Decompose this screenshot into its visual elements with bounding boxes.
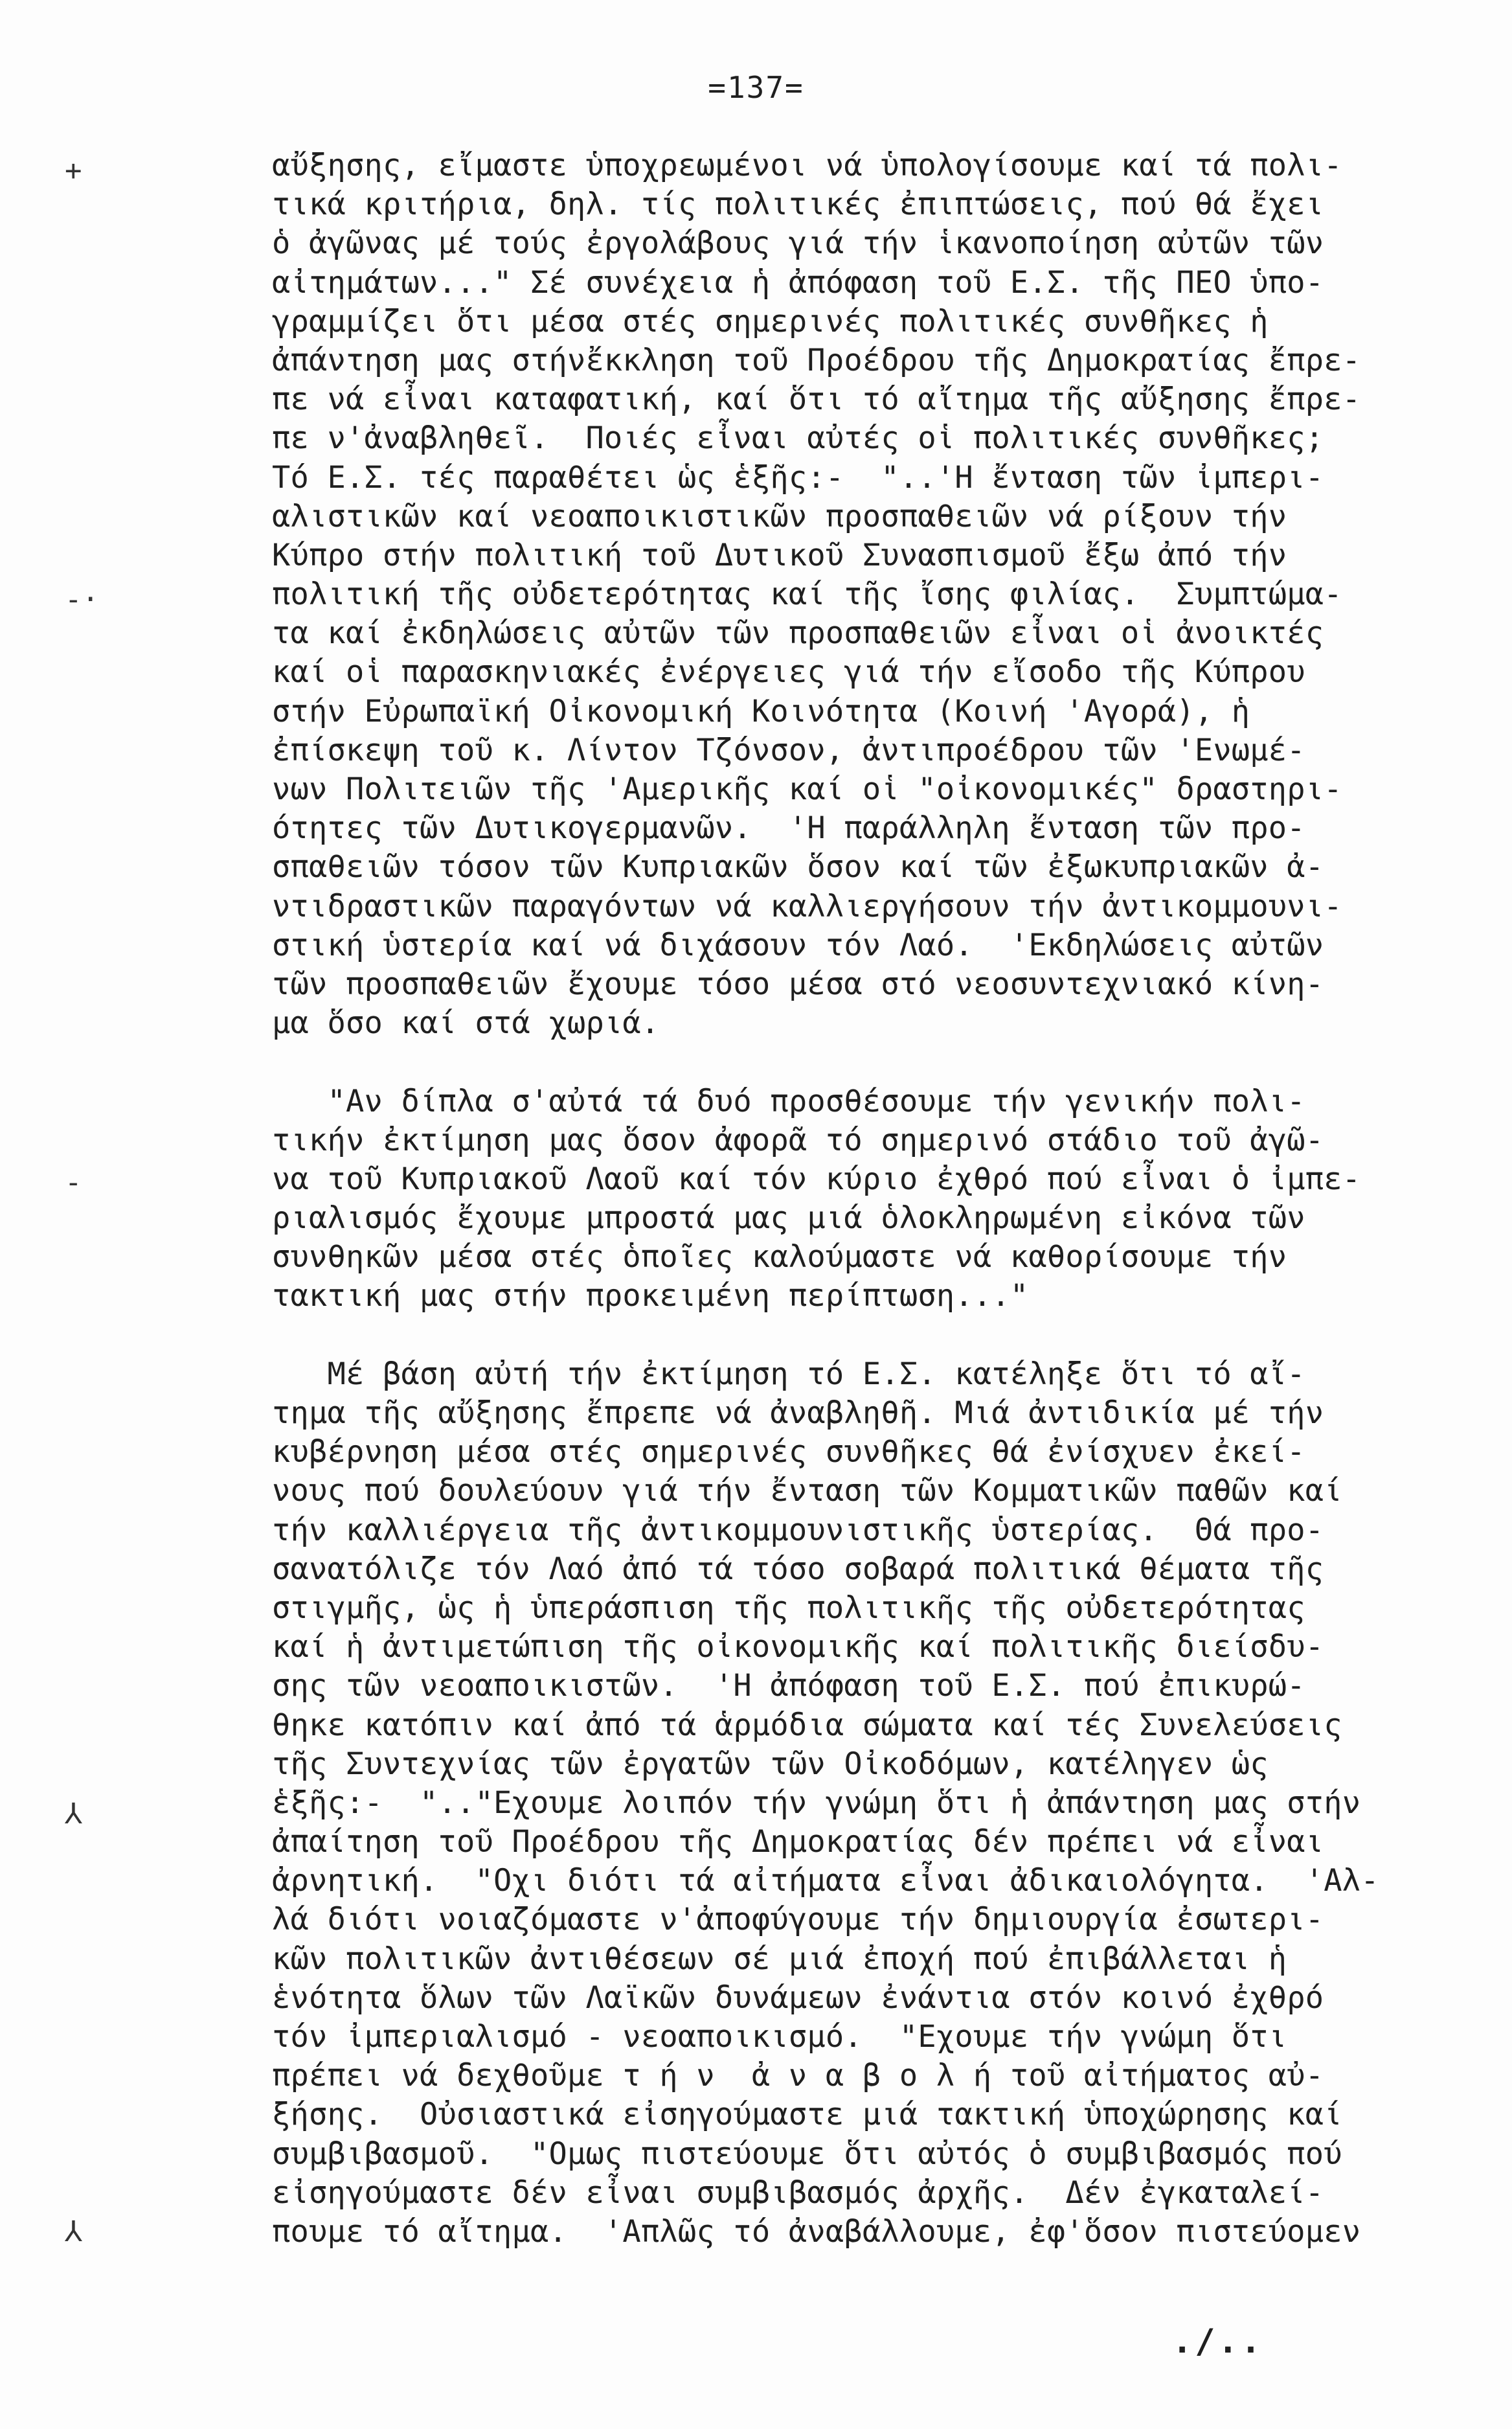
text-line: τημα τῆς αὔξησης ἔπρεπε νά ἀναβληθῆ. Μιά ἀντιδικία μέ τήν bbox=[272, 1395, 1324, 1431]
text-line: ἀπαίτηση τοῦ Προέδρου τῆς Δημοκρατίας δέν πρέπει νά εἶναι bbox=[272, 1824, 1324, 1860]
text-line: στιγμῆς, ὡς ἡ ὑπεράσπιση τῆς πολιτικῆς τῆς οὐδετερότητας bbox=[272, 1590, 1305, 1626]
text-line: σπαθειῶν τόσον τῶν Κυπριακῶν ὅσον καί τῶν ἐξωκυπριακῶν ἀ- bbox=[272, 849, 1324, 885]
paragraph-gap bbox=[272, 1316, 1463, 1355]
continuation-mark: ./.. bbox=[1172, 2322, 1264, 2361]
text-line: πρέπει νά δεχθοῦμε τ ή ν ἀ ν α β ο λ ή τοῦ αἰτήματος αὐ- bbox=[272, 2058, 1324, 2094]
text-line: σης τῶν νεοαποικιστῶν. 'Η ἀπόφαση τοῦ Ε.Σ. πού ἐπικυρώ- bbox=[272, 1668, 1305, 1704]
text-line: Τό Ε.Σ. τές παραθέτει ὡς ἑξῆς:- "..'Η ἔνταση τῶν ἰμπερι- bbox=[272, 459, 1324, 496]
text-line: μα ὅσο καί στά χωριά. bbox=[272, 1005, 660, 1042]
body-text bbox=[272, 146, 1463, 2252]
margin-mark-tick-lower: ⅄ bbox=[65, 2215, 82, 2248]
text-line: τακτική μας στήν προκειμένη περίπτωση..." bbox=[272, 1278, 1029, 1314]
text-line: ἐπίσκεψη τοῦ κ. Λίντον Τζόνσον, ἀντιπροέδρου τῶν 'Ενωμέ- bbox=[272, 732, 1305, 768]
text-line: στική ὑστερία καί νά διχάσουν τόν Λαό. 'Εκδηλώσεις αὐτῶν bbox=[272, 927, 1324, 963]
text-line: τόν ἰμπεριαλισμό - νεοαποικισμό. "Εχουμε τήν γνώμη ὅτι bbox=[272, 2019, 1287, 2055]
text-line: ἀρνητική. "Οχι διότι τά αἰτήματα εἶναι ἀδικαιολόγητα. 'Αλ- bbox=[272, 1863, 1379, 1899]
text-line: εἰσηγούμαστε δέν εἶναι συμβιβασμός ἀρχῆς. Δέν ἐγκαταλεί- bbox=[272, 2174, 1324, 2211]
text-line: ριαλισμός ἔχουμε μπροστά μας μιά ὁλοκληρωμένη εἰκόνα τῶν bbox=[272, 1200, 1305, 1237]
text-line: ἀπάντηση μας στήνἔκκληση τοῦ Προέδρου τῆς Δημοκρατίας ἔπρε- bbox=[272, 342, 1361, 378]
text-line: τα καί ἐκδηλώσεις αὐτῶν τῶν προσπαθειῶν εἶναι οἱ ἀνοικτές bbox=[272, 615, 1324, 652]
text-line: θηκε κατόπιν καί ἀπό τά ἁρμόδια σώματα καί τές Συνελεύσεις bbox=[272, 1707, 1342, 1743]
paragraph-gap bbox=[272, 1043, 1463, 1082]
text-line: πουμε τό αἴτημα. 'Απλῶς τό ἀναβάλλουμε, ἐφ'ὅσον πιστεύομεν bbox=[272, 2213, 1361, 2250]
paragraph-3 bbox=[272, 1355, 1463, 2252]
text-line: πε νά εἶναι καταφατική, καί ὅτι τό αἴτημα τῆς αὔξησης ἔπρε- bbox=[272, 382, 1361, 418]
text-line: γραμμίζει ὅτι μέσα στές σημερινές πολιτικές συνθῆκες ἡ bbox=[272, 303, 1269, 339]
text-line: τῆς Συντεχνίας τῶν ἐργατῶν τῶν Οἰκοδόμων, κατέληγεν ὡς bbox=[272, 1746, 1269, 1782]
margin-mark-tick-upper: ⅄ bbox=[65, 1797, 82, 1830]
text-line: "Αν δίπλα σ'αὐτά τά δυό προσθέσουμε τήν γενικήν πολι- bbox=[272, 1083, 1305, 1119]
text-line: πολιτική τῆς οὐδετερότητας καί τῆς ἴσης φιλίας. Συμπτώμα- bbox=[272, 576, 1342, 613]
text-line: τήν καλλιέργεια τῆς ἀντικομμουνιστικῆς ὑστερίας. Θά προ- bbox=[272, 1512, 1324, 1548]
margin-mark-dash-dot: -· bbox=[65, 583, 99, 616]
text-line: αλιστικῶν καί νεοαποικιστικῶν προσπαθειῶν νά ρίξουν τήν bbox=[272, 498, 1287, 534]
text-line: ἑξῆς:- ".."Εχουμε λοιπόν τήν γνώμη ὅτι ἡ ἀπάντηση μας στήν bbox=[272, 1785, 1361, 1821]
text-line: στήν Εὐρωπαϊκή Οἰκονομική Κοινότητα (Κοινή 'Αγορά), ἡ bbox=[272, 693, 1250, 729]
text-line: νους πού δουλεύουν γιά τήν ἔνταση τῶν Κομματικῶν παθῶν καί bbox=[272, 1473, 1342, 1509]
text-line: αἰτημάτων..." Σέ συνέχεια ἡ ἀπόφαση τοῦ Ε.Σ. τῆς ΠΕΟ ὑπο- bbox=[272, 264, 1324, 301]
text-line: αὔξησης, εἴμαστε ὑποχρεωμένοι νά ὑπολογίσουμε καί τά πολι- bbox=[272, 148, 1342, 183]
text-line: λά διότι νοιαζόμαστε ν'ἀποφύγουμε τήν δημιουργία ἐσωτερι- bbox=[272, 1902, 1324, 1938]
text-line: ξήσης. Οὐσιαστικά εἰσηγούμαστε μιά τακτική ὑποχώρησης καί bbox=[272, 2097, 1342, 2133]
paragraph-2 bbox=[272, 1082, 1463, 1316]
text-line: να τοῦ Κυπριακοῦ Λαοῦ καί τόν κύριο ἐχθρό πού εἶναι ὁ ἰμπε- bbox=[272, 1161, 1361, 1197]
text-line: ὁ ἀγῶνας μέ τούς ἐργολάβους γιά τήν ἱκανοποίηση αὐτῶν τῶν bbox=[272, 225, 1324, 262]
text-line: ντιδραστικῶν παραγόντων νά καλλιεργήσουν τήν ἀντικομμουνι- bbox=[272, 888, 1342, 924]
text-line: καί οἱ παρασκηνιακές ἐνέργειες γιά τήν εἴσοδο τῆς Κύπρου bbox=[272, 654, 1305, 690]
text-line: τικήν ἐκτίμηση μας ὅσον ἀφορᾶ τό σημερινό στάδιο τοῦ ἀγῶ- bbox=[272, 1122, 1324, 1158]
page-number: =137= bbox=[708, 70, 804, 105]
text-line: σανατόλιζε τόν Λαό ἀπό τά τόσο σοβαρά πολιτικά θέματα τῆς bbox=[272, 1551, 1324, 1587]
text-line: τῶν προσπαθειῶν ἔχουμε τόσο μέσα στό νεοσυντεχνιακό κίνη- bbox=[272, 966, 1324, 1002]
text-line: ότητες τῶν Δυτικογερμανῶν. 'Η παράλληλη ἔνταση τῶν προ- bbox=[272, 810, 1305, 847]
text-line: συνθηκῶν μέσα στές ὁποῖες καλούμαστε νά καθορίσουμε τήν bbox=[272, 1239, 1287, 1275]
text-line: συμβιβασμοῦ. "Ομως πιστεύουμε ὅτι αὐτός ὁ συμβιβασμός πού bbox=[272, 2136, 1342, 2172]
text-line: Μέ βάση αὐτή τήν ἐκτίμηση τό Ε.Σ. κατέληξε ὅτι τό αἴ- bbox=[272, 1356, 1305, 1392]
text-line: ἑνότητα ὅλων τῶν Λαϊκῶν δυνάμεων ἐνάντια στόν κοινό ἐχθρό bbox=[272, 1979, 1324, 2016]
text-line: καί ἡ ἀντιμετώπιση τῆς οἰκονομικῆς καί πολιτικῆς διείσδυ- bbox=[272, 1629, 1324, 1665]
text-line: Κύπρο στήν πολιτική τοῦ Δυτικοῦ Συνασπισμοῦ ἔξω ἀπό τήν bbox=[272, 537, 1287, 573]
text-line: κῶν πολιτικῶν ἀντιθέσεων σέ μιά ἐποχή πού ἐπιβάλλεται ἡ bbox=[272, 1941, 1287, 1977]
text-line: πε ν'ἀναβληθεῖ. Ποιές εἶναι αὐτές οἱ πολιτικές συνθῆκες; bbox=[272, 420, 1324, 457]
margin-mark-plus: + bbox=[65, 154, 82, 187]
margin-mark-dash: - bbox=[65, 1166, 82, 1199]
text-line: κυβέρνηση μέσα στές σημερινές συνθῆκες θά ἐνίσχυεν ἐκεί- bbox=[272, 1434, 1305, 1470]
text-line: νων Πολιτειῶν τῆς 'Αμερικῆς καί οἱ "οἰκονομικές" δραστηρι- bbox=[272, 771, 1342, 807]
text-line: τικά κριτήρια, δηλ. τίς πολιτικές ἐπιπτώσεις, πού θά ἔχει bbox=[272, 187, 1324, 223]
paragraph-1 bbox=[272, 146, 1463, 1043]
